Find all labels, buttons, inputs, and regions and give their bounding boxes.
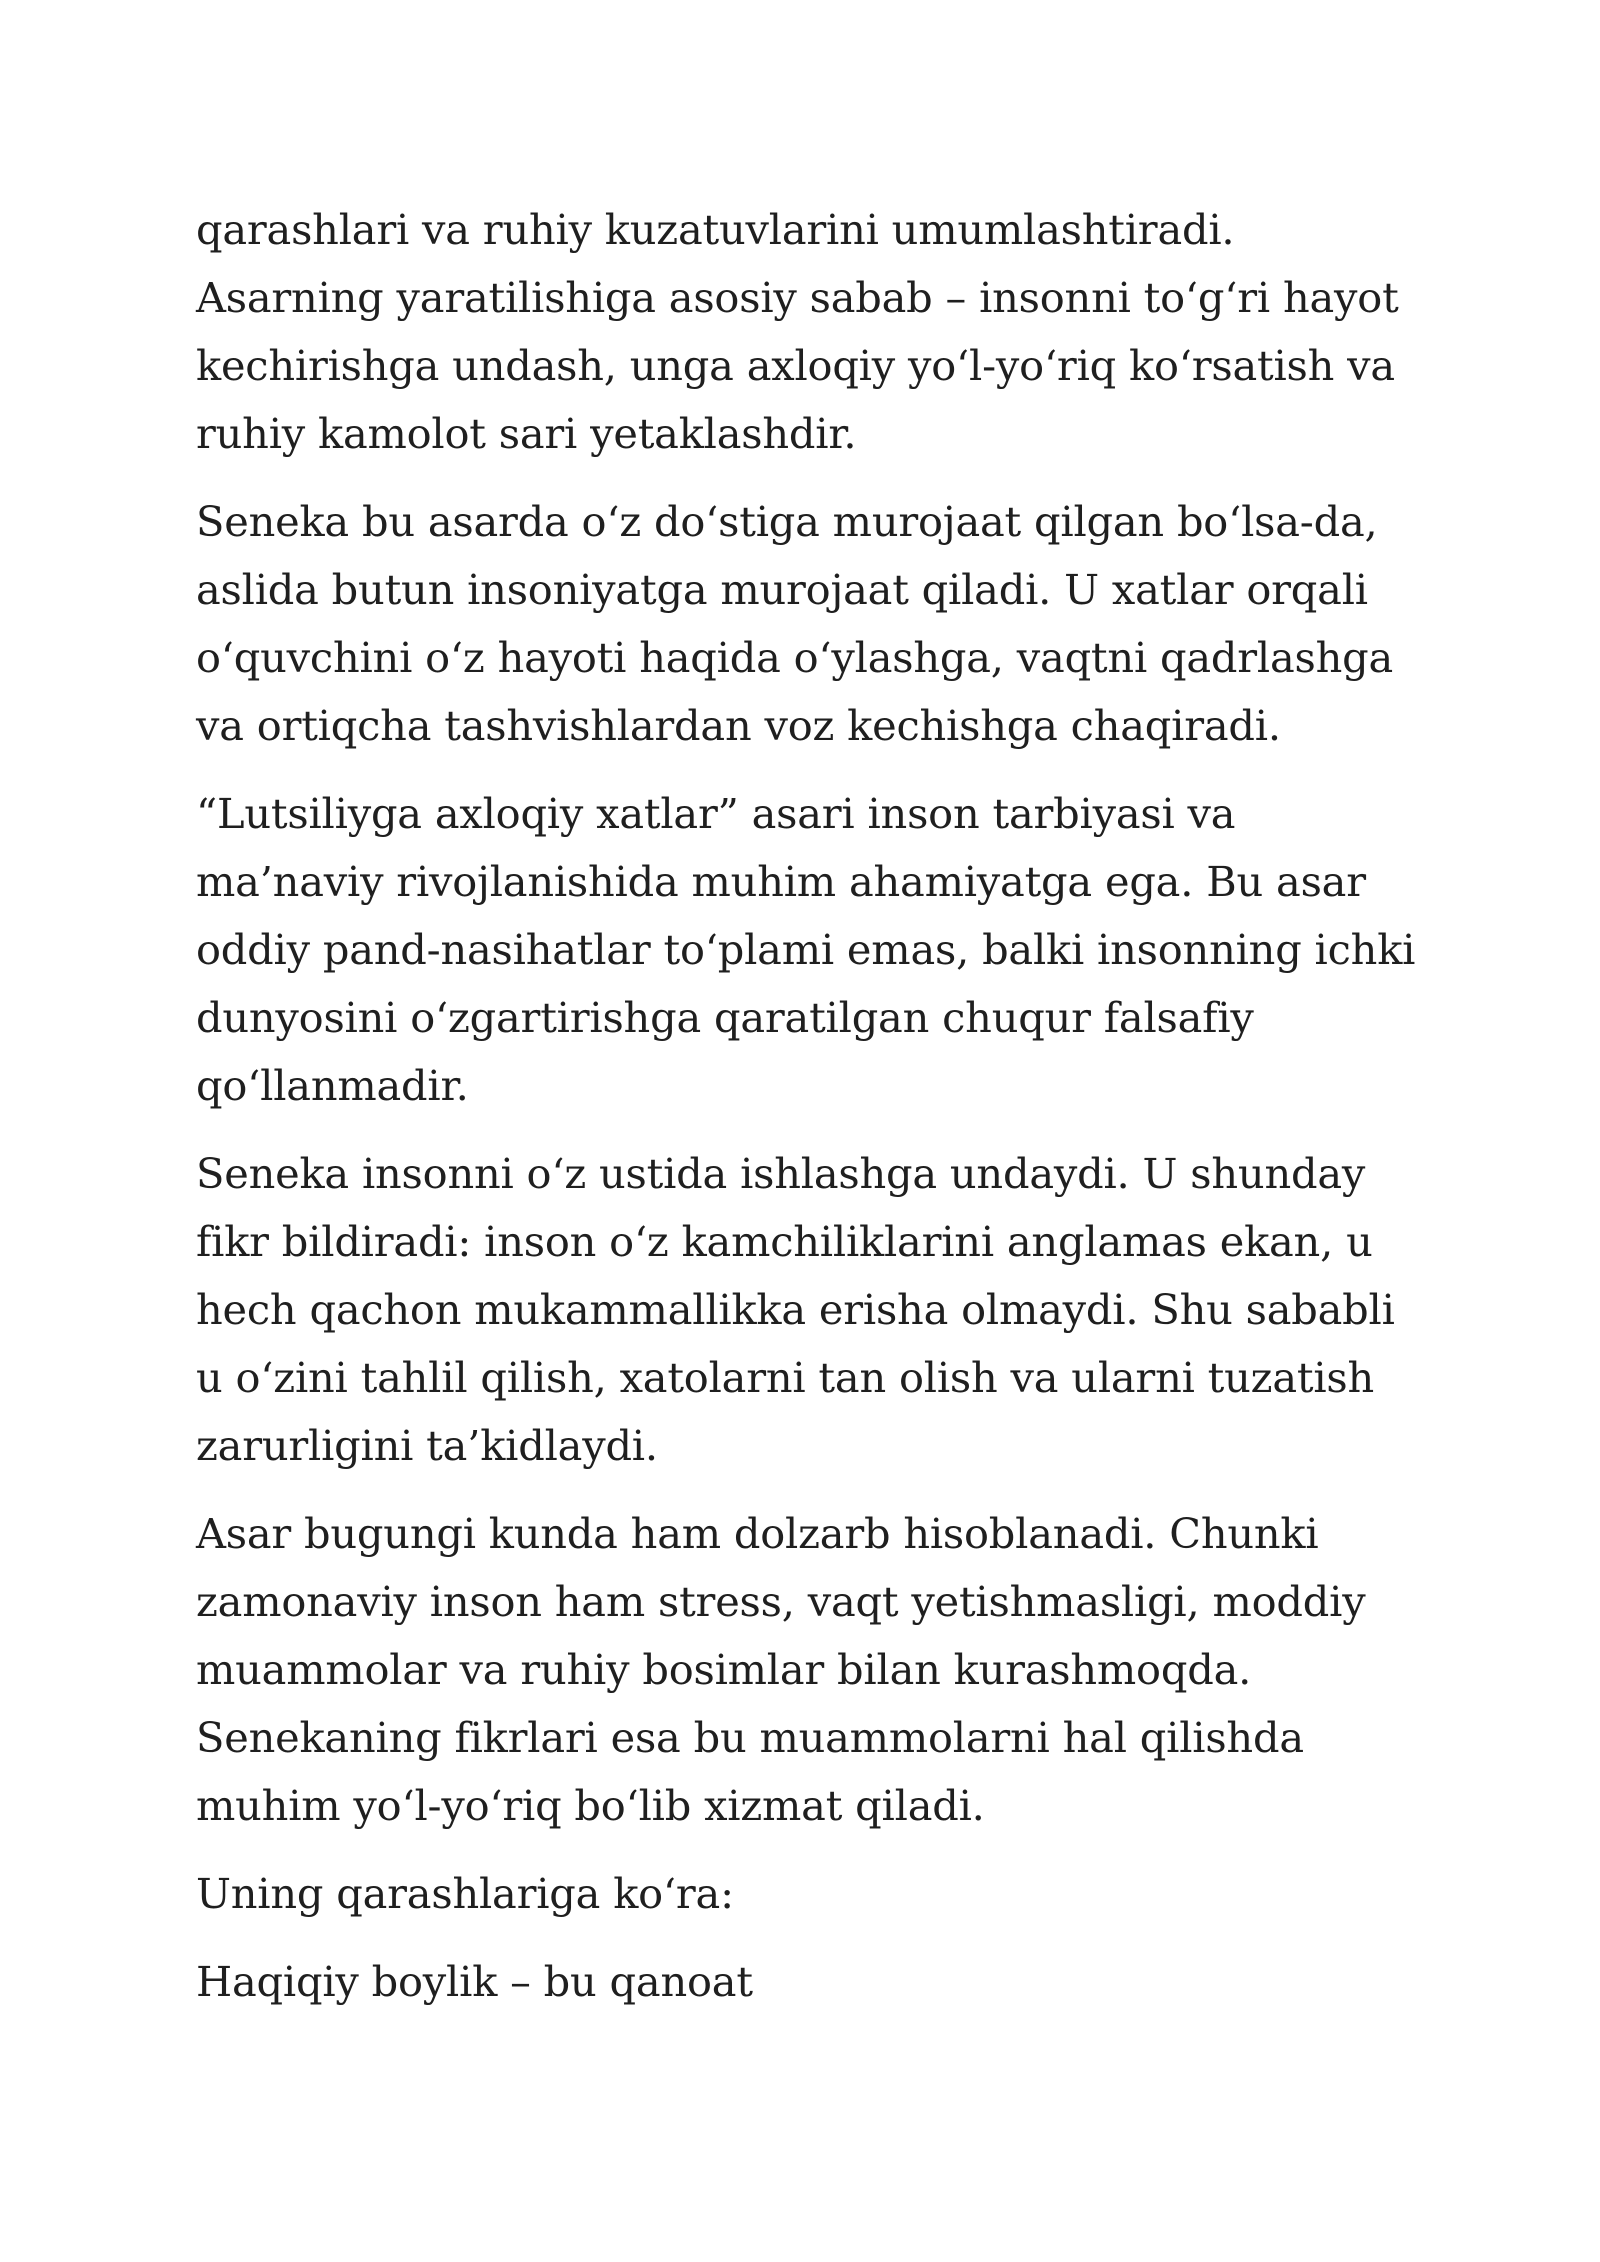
text-line: Asarning yaratilishiga asosiy sabab – insonni to‘g‘ri hayot bbox=[196, 273, 1399, 322]
text-line: zamonaviy inson ham stress, vaqt yetishmasligi, moddiy bbox=[196, 1577, 1366, 1626]
paragraph-5 bbox=[196, 1500, 1436, 1840]
paragraph-6 bbox=[196, 1860, 1436, 1928]
text-line: Haqiqiy boylik – bu qanoat bbox=[196, 1957, 753, 2006]
text-line: ma’naviy rivojlanishida muhim ahamiyatga ega. Bu asar bbox=[196, 857, 1366, 906]
text-line: muhim yo‘l-yo‘riq bo‘lib xizmat qiladi. bbox=[196, 1781, 985, 1830]
document-body bbox=[196, 196, 1436, 2036]
text-line: fikr bildiradi: inson o‘z kamchiliklarini anglamas ekan, u bbox=[196, 1217, 1373, 1266]
paragraph-7 bbox=[196, 1948, 1436, 2016]
paragraph-1 bbox=[196, 196, 1436, 468]
text-line: u o‘zini tahlil qilish, xatolarni tan olish va ularni tuzatish bbox=[196, 1353, 1375, 1402]
text-line: va ortiqcha tashvishlardan voz kechishga chaqiradi. bbox=[196, 701, 1281, 750]
paragraph-4 bbox=[196, 1140, 1436, 1480]
text-line: ruhiy kamolot sari yetaklashdir. bbox=[196, 409, 857, 458]
text-line: zarurligini ta’kidlaydi. bbox=[196, 1421, 658, 1470]
text-line: kechirishga undash, unga axloqiy yo‘l-yo‘riq ko‘rsatish va bbox=[196, 341, 1395, 390]
paragraph-2 bbox=[196, 488, 1436, 760]
paragraph-3 bbox=[196, 780, 1436, 1120]
text-line: Seneka bu asarda o‘z do‘stiga murojaat qilgan bo‘lsa-da, bbox=[196, 497, 1378, 546]
text-line: “Lutsiliyga axloqiy xatlar” asari inson tarbiyasi va bbox=[196, 789, 1236, 838]
text-line: muammolar va ruhiy bosimlar bilan kurashmoqda. bbox=[196, 1645, 1252, 1694]
text-line: Uning qarashlariga ko‘ra: bbox=[196, 1869, 734, 1918]
text-line: aslida butun insoniyatga murojaat qiladi. U xatlar orqali bbox=[196, 565, 1368, 614]
text-line: dunyosini o‘zgartirishga qaratilgan chuqur falsafiy bbox=[196, 993, 1254, 1042]
text-line: Senekaning fikrlari esa bu muammolarni hal qilishda bbox=[196, 1713, 1304, 1762]
text-line: hech qachon mukammallikka erisha olmaydi. Shu sababli bbox=[196, 1285, 1395, 1334]
text-line: Asar bugungi kunda ham dolzarb hisoblanadi. Chunki bbox=[196, 1509, 1319, 1558]
text-line: Seneka insonni o‘z ustida ishlashga undaydi. U shunday bbox=[196, 1149, 1366, 1198]
text-line: qo‘llanmadir. bbox=[196, 1061, 469, 1110]
text-line: oddiy pand-nasihatlar to‘plami emas, balki insonning ichki bbox=[196, 925, 1416, 974]
text-line: qarashlari va ruhiy kuzatuvlarini umumlashtiradi. bbox=[196, 205, 1235, 254]
text-line: o‘quvchini o‘z hayoti haqida o‘ylashga, vaqtni qadrlashga bbox=[196, 633, 1394, 682]
